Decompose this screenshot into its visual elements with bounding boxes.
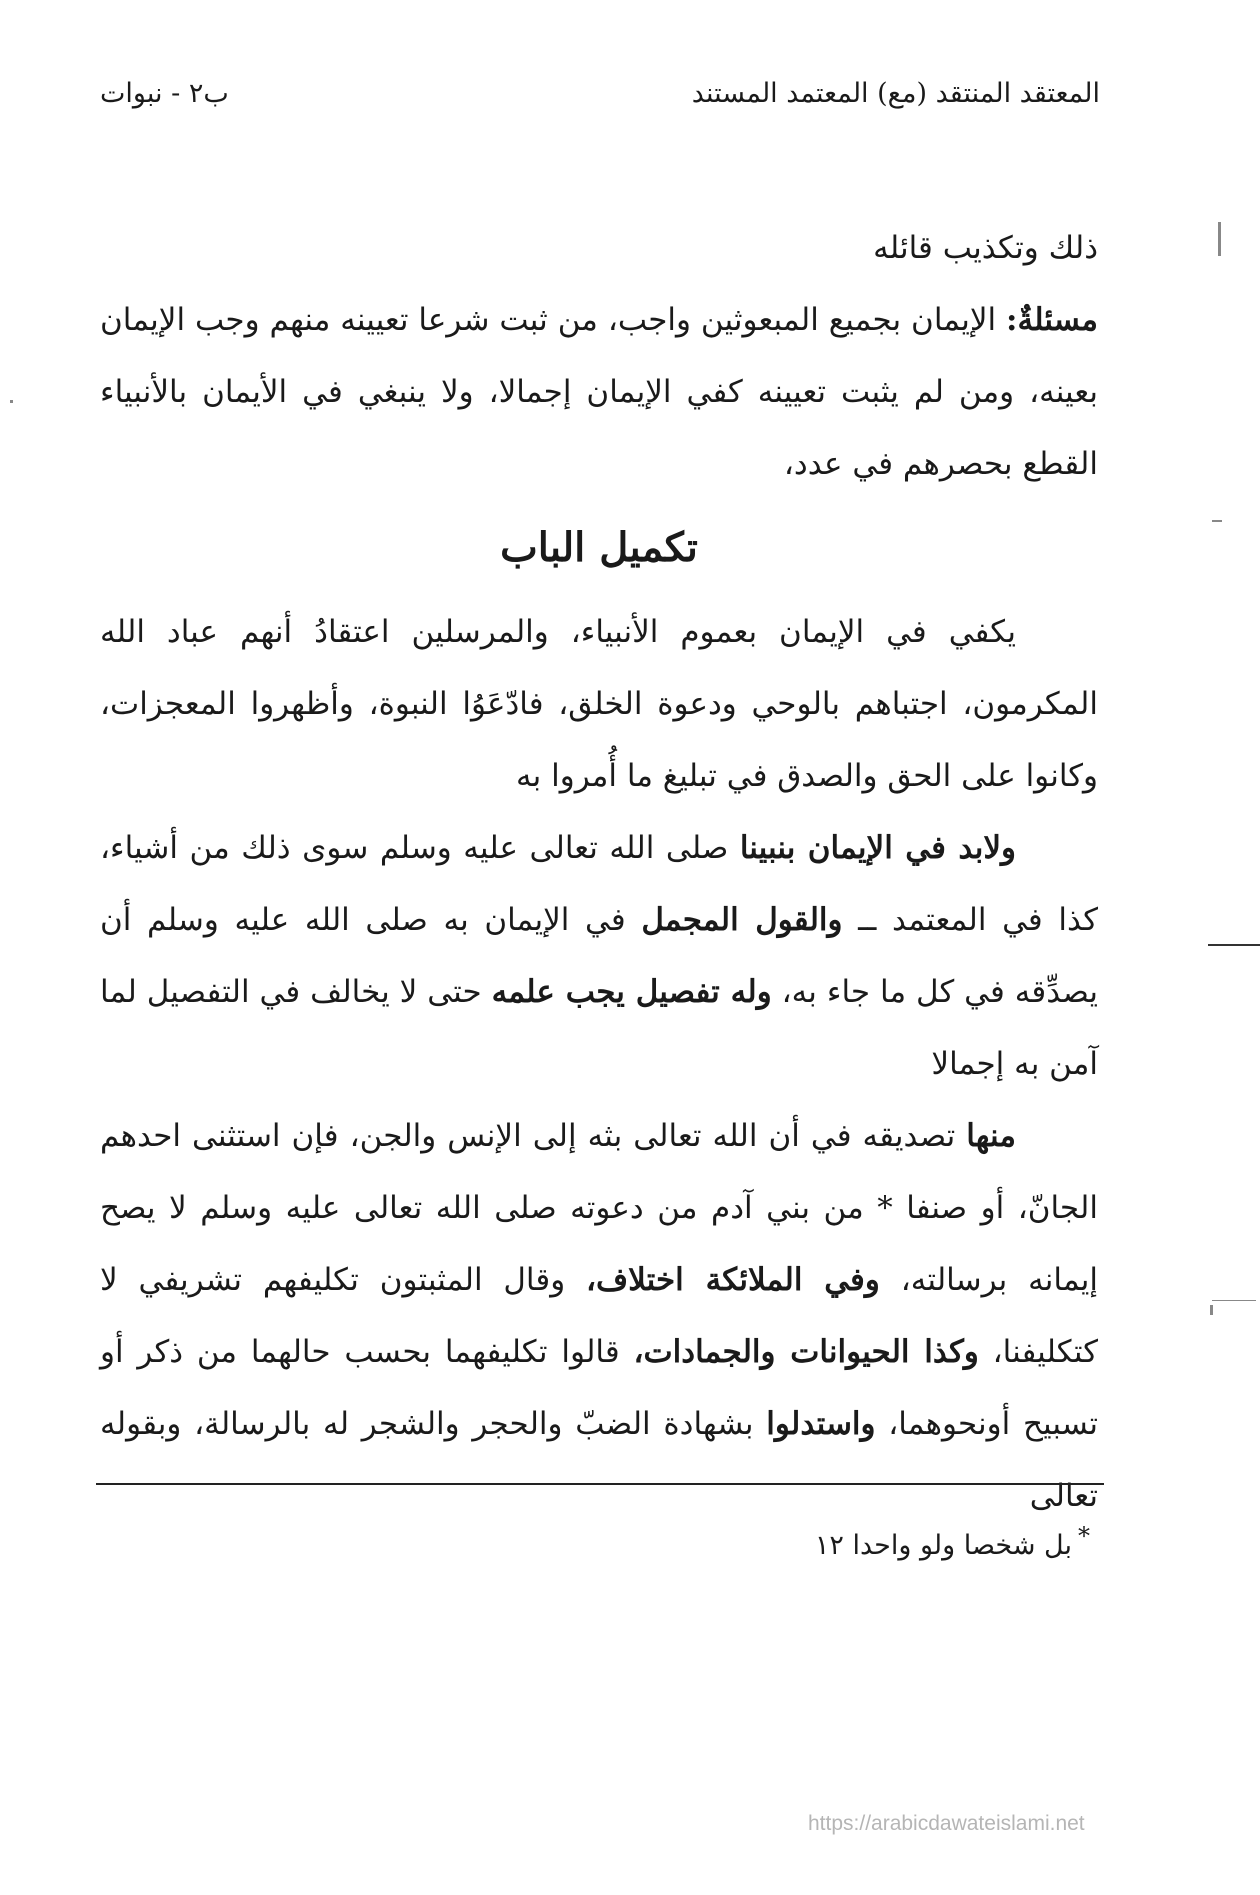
paragraph-4 bbox=[100, 812, 1098, 1100]
paragraph-2 bbox=[100, 284, 1098, 500]
scan-mark bbox=[1210, 1305, 1213, 1315]
p5-bold-4: واستدلوا bbox=[766, 1406, 876, 1442]
paragraph-2-text: الإيمان بجميع المبعوثين واجب، من ثبت شرعا تعيينه منهم وجب الإيمان بعينه، ومن لم يثبت تعيينه كفي الإيمان إجمالا، ولا ينبغي في الأيمان بالأنبياء القطع بحصرهم في عدد، bbox=[100, 302, 1098, 482]
scan-mark bbox=[1218, 222, 1221, 256]
p5-text-3: قالوا تكليفهما بحسب حالهما من ذكر أو تسبيح أونحوهما، bbox=[100, 1334, 1098, 1442]
footnote-text: بل شخصا ولو واحدا ١٢ bbox=[814, 1530, 1072, 1561]
section-heading: تكميل الباب bbox=[500, 524, 698, 571]
scan-mark bbox=[10, 400, 13, 403]
p4-bold-1: ولابد في الإيمان بنبينا bbox=[739, 830, 1016, 866]
p5-text-2: وقال المثبتون تكليفهم تشريفي لا كتكليفنا، bbox=[100, 1262, 1098, 1370]
p5-bold-1: منها bbox=[966, 1118, 1016, 1154]
p4-text-2: في الإيمان به صلى الله عليه وسلم أن يصدِّقه في كل ما جاء به، bbox=[100, 902, 1099, 1010]
masala-label: مسئلةٌ: bbox=[1006, 302, 1098, 338]
footnote bbox=[100, 1522, 1090, 1561]
page-header bbox=[100, 78, 1100, 128]
scan-mark bbox=[1212, 1300, 1256, 1301]
paragraph-5 bbox=[100, 1100, 1098, 1532]
book-title: المعتقد المنتقد (مع) المعتمد المستند bbox=[691, 78, 1100, 109]
watermark-url: https://arabicdawateislami.net bbox=[808, 1812, 1085, 1835]
scan-mark bbox=[1212, 520, 1222, 522]
p4-bold-2: والقول المجمل bbox=[641, 902, 843, 938]
main-text bbox=[100, 212, 1098, 1532]
p5-text-4: بشهادة الضبّ والحجر والشجر له بالرسالة، وبقوله تعالى bbox=[100, 1406, 1098, 1514]
paragraph-1-text: ذلك وتكذيب قائله bbox=[873, 230, 1098, 266]
scan-mark bbox=[1208, 944, 1260, 946]
p4-bold-3: وله تفصيل يجب علمه bbox=[491, 974, 772, 1010]
footnote-divider bbox=[96, 1483, 1104, 1485]
paragraph-3-text: يكفي في الإيمان بعموم الأنبياء، والمرسلين اعتقادُ أنهم عباد الله المكرمون، اجتباهم بالوحي ودعوة الخلق، فادّعَوُا النبوة، وأظهروا المعجزات، وكانوا على الحق والصدق في تبليغ ما أُمروا به bbox=[100, 614, 1098, 794]
p5-bold-2: وفي الملائكة اختلاف، bbox=[586, 1262, 880, 1298]
p5-bold-3: وكذا الحيوانات والجمادات، bbox=[633, 1334, 979, 1370]
p4-text-3: حتى لا يخالف في التفصيل لما آمن به إجمالا bbox=[100, 974, 1098, 1082]
p5-text-1: تصديقه في أن الله تعالى بثه إلى الإنس والجن، فإن استثنى احدهم الجانّ، أو صنفا * من بني آدم من دعوته صلى الله تعالى عليه وسلم لا يصح إيمانه برسالته، bbox=[100, 1118, 1099, 1298]
section-label: ب٢ - نبوات bbox=[100, 78, 229, 109]
p4-text-1: صلى الله تعالى عليه وسلم سوى ذلك من أشياء، كذا في المعتمد ــ bbox=[100, 830, 1099, 938]
paragraph-3 bbox=[100, 596, 1098, 812]
footnote-marker: * bbox=[1078, 1522, 1090, 1550]
paragraph-1 bbox=[100, 212, 1098, 284]
